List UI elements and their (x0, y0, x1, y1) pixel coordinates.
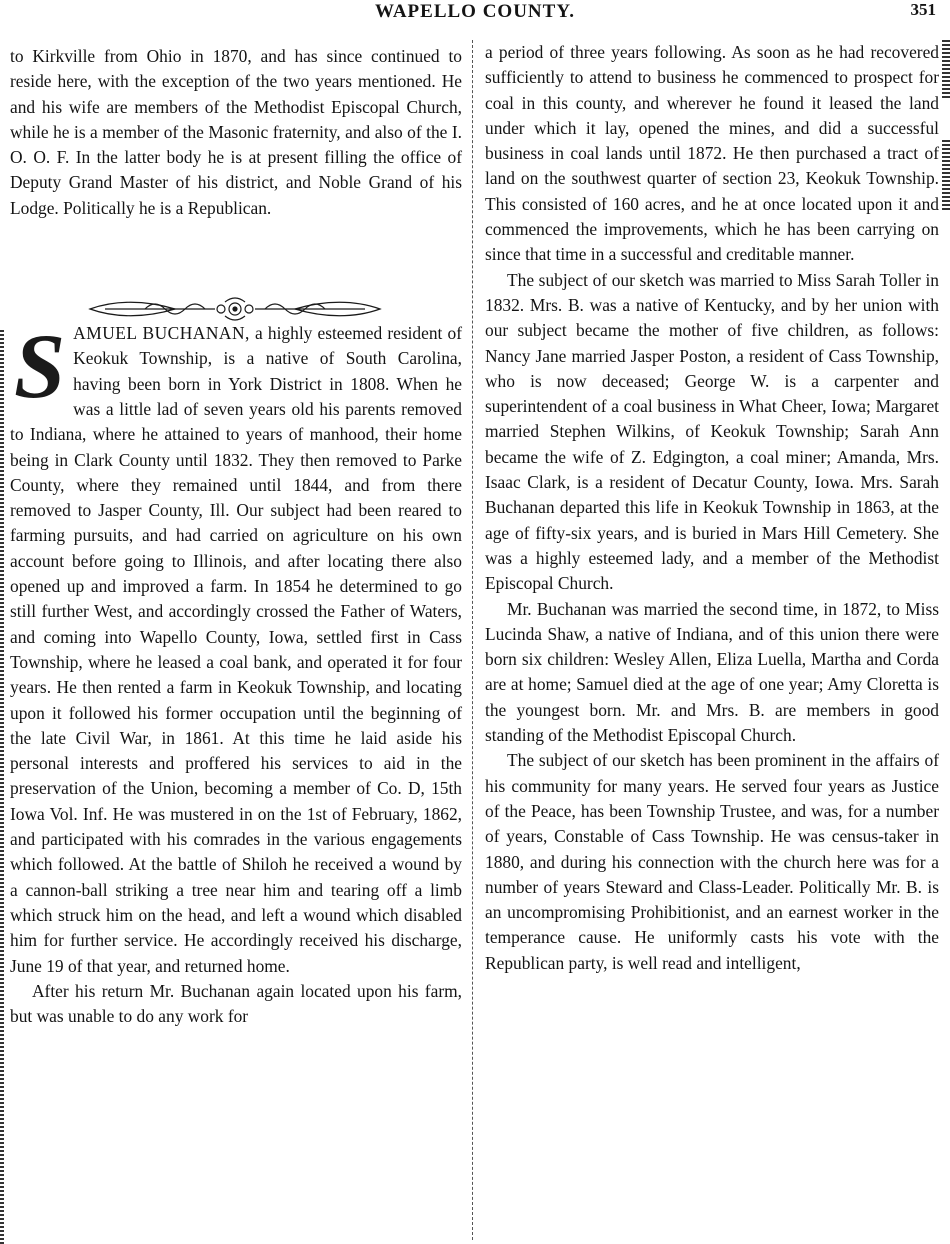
page-header (0, 0, 950, 24)
community-paragraph: The subject of our sketch has been prominent in the affairs of his community for many years. He served four years as Justice of the Peace, has been Township Trustee, and was, for a number of years, Constable of Cass Township. He was census-taker in 1880, and during his connection with the church here was for a number of years Steward and Class-Leader. Politically Mr. B. is an uncompromising Prohibitionist, and an earnest worker in the temperance cause. He uniformly casts his vote with the Republican party, is well read and intelligent, (485, 750, 939, 973)
left-column (10, 44, 462, 1029)
right-edge-mark-top (942, 40, 950, 100)
continued-paragraph: to Kirkville from Ohio in 1870, and has since continued to reside here, with the exception of the two years mentioned. He and his wife are members of the Methodist Episcopal Church, while he is a member of the Masonic fraternity, and also of the I. O. O. F. In the latter body he is at present filling the office of Deputy Grand Master of his district, and Noble Grand of his Lodge. Politically he is a Republican. (10, 46, 462, 218)
drop-cap-letter: S (14, 315, 66, 418)
page-number: 351 (910, 0, 936, 19)
biography-subject-name: AMUEL BUCHANAN, (73, 323, 250, 344)
binding-edge-decoration (0, 330, 4, 1244)
right-edge-mark-middle (942, 140, 950, 212)
after-return-paragraph: After his return Mr. Buchanan again located upon his farm, but was unable to do any work for (10, 980, 462, 1027)
ornamental-divider-icon (85, 292, 385, 326)
right-column (485, 40, 939, 976)
running-head-title: WAPELLO COUNTY. (374, 1, 576, 22)
column-divider (472, 40, 473, 1240)
right-continuation-paragraph: a period of three years following. As soon as he had recovered sufficiently to attend to business he commenced to prospect for coal in this county, and wherever he found it leased the land under which it lay, opened the mines, and did a successful business in coal lands until 1872. He then purchased a tract of land on the southwest quarter of section 23, Keokuk Township. This consisted of 160 acres, and he at once located upon it and commenced the improvements, which he has been carrying on since that time in a successful and creditable manner. (485, 42, 939, 265)
biography-opening (10, 315, 463, 979)
first-marriage-paragraph: The subject of our sketch was married to Miss Sarah Toller in 1832. Mrs. B. was a native of Kentucky, and by her union with our subject became the mother of five children, as follows: Nancy Jane married Jasper Poston, a resident of Cass Township, who is now deceased; George W. is a carpenter and superintendent of a coal business in What Cheer, Iowa; Margaret married Stephen Wilkins, of Keokuk Township; Sarah Ann became the wife of Z. Edgington, a coal miner; Amanda, Mrs. Isaac Clark, is a resident of Decatur County, Iowa. Mrs. Sarah Buchanan departed this life in Keokuk Township in 1863, at the age of fifty-six years, and is buried in Mars Hill Cemetery. She was a highly esteemed lady, and a member of the Methodist Episcopal Church. (485, 269, 939, 594)
biography-intro-text: a highly esteemed resident of Keokuk Township, is a native of South Carolina, having been born in York District in 1808. When he was a little lad of seven years old his parents removed to Indiana, where he attained to years of manhood, their home being in Clark County until 1832. They then removed to Parke County, where they remained until 1844, and from there removed to Jasper County, Ill. Our subject had been reared to farming pursuits, and had carried on agriculture on his own account before going to Illinois, and after locating there also opened up and improved a farm. In 1854 he determined to go still further West, and accordingly crossed the Father of Waters, and coming into Wapello County, Iowa, settled first in Cass Township, where he leased a coal bank, and operated it for four years. He then rented a farm in Keokuk Township, and locating upon it followed his former occupation until the beginning of the late Civil War, in 1861. At this time he laid aside his personal interests and proffered his services to aid in the preservation of the Union, becoming a member of Co. D, 15th Iowa Vol. Inf. He was mustered in on the 1st of February, 1862, and participated with his comrades in the various engagements which followed. At the battle of Shiloh he received a wound by a cannon-ball striking a tree near him and tearing off a limb which struck him on the head, and left a wound which disabled him for further service. He accordingly received his discharge, June 19 of that year, and returned home. (10, 323, 463, 976)
second-marriage-paragraph: Mr. Buchanan was married the second time, in 1872, to Miss Lucinda Shaw, a native of Indiana, and of this union there were born six children: Wesley Allen, Eliza Luella, Martha and Corda are at home; Samuel died at the age of one year; Amy Cloretta is the youngest born. Mr. and Mrs. B. are members in good standing of the Methodist Episcopal Church. (485, 598, 939, 746)
